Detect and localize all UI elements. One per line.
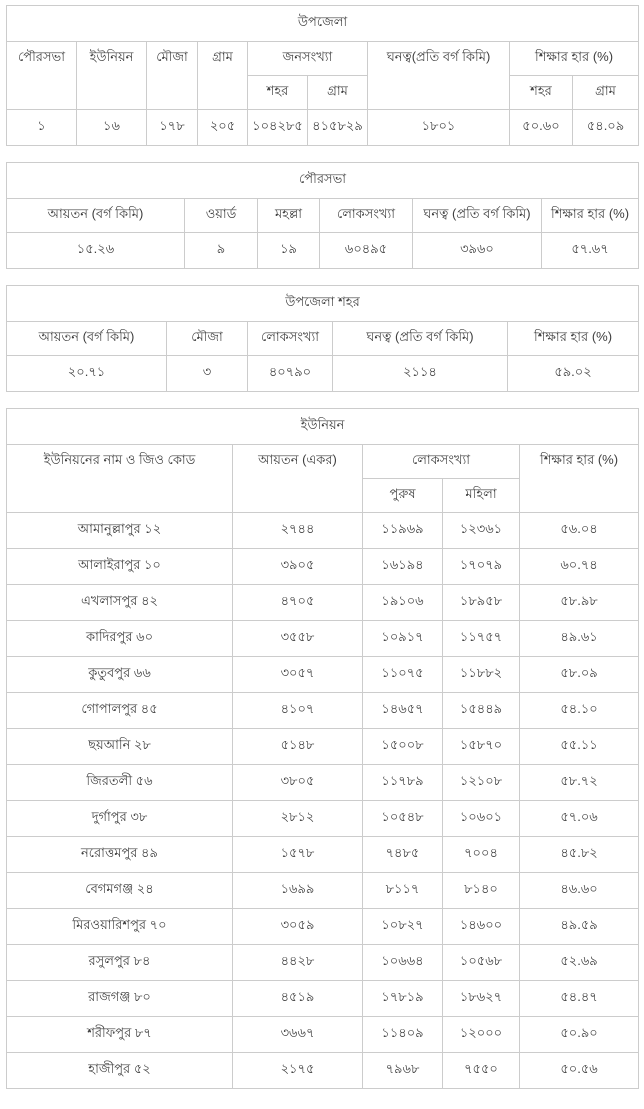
union-table-row xyxy=(7,729,639,765)
union-area-cell: ৪৫১৯ xyxy=(233,981,363,1017)
union-male-population-cell: ১৭৮১৯ xyxy=(363,981,443,1017)
union-male-population-cell: ৮১১৭ xyxy=(363,873,443,909)
header-area: আয়তন (বর্গ কিমি) xyxy=(7,199,185,233)
union-name-cell: গোপালপুর ৪৫ xyxy=(7,693,233,729)
union-literacy-cell: ৫৬.০৪ xyxy=(520,513,639,549)
header-density: ঘনত্ব (প্রতি বর্গ কিমি) xyxy=(333,322,508,356)
union-table-row xyxy=(7,585,639,621)
union-table-row xyxy=(7,837,639,873)
pourashava-mahalla-count: ১৯ xyxy=(258,233,320,269)
union-literacy-cell: ৫৮.৯৮ xyxy=(520,585,639,621)
header-population: লোকসংখ্যা xyxy=(320,199,413,233)
union-name-cell: জিরতলী ৫৬ xyxy=(7,765,233,801)
header-population: লোকসংখ্যা xyxy=(363,445,520,479)
union-female-population-cell: ১১৮৮২ xyxy=(443,657,520,693)
pourashava-literacy: ৫৭.৬৭ xyxy=(542,233,639,269)
union-table-title: ইউনিয়ন xyxy=(7,409,639,445)
header-literacy: শিক্ষার হার (%) xyxy=(542,199,639,233)
union-table-row xyxy=(7,1053,639,1089)
union-female-population-cell: ১৮৬২৭ xyxy=(443,981,520,1017)
union-name-cell: নরোত্তমপুর ৪৯ xyxy=(7,837,233,873)
union-table-row xyxy=(7,945,639,981)
header-mahalla: মহল্লা xyxy=(258,199,320,233)
union-table-row xyxy=(7,909,639,945)
union-male-population-cell: ৭৯৬৮ xyxy=(363,1053,443,1089)
pourashava-ward-count: ৯ xyxy=(185,233,258,269)
union-male-population-cell: ১১৪০৯ xyxy=(363,1017,443,1053)
upazila-population-town: ১০৪২৮৫ xyxy=(248,110,308,146)
union-area-cell: ২১৭৫ xyxy=(233,1053,363,1089)
upazila-population-village: ৪১৫৮২৯ xyxy=(308,110,368,146)
union-table-row xyxy=(7,801,639,837)
union-area-cell: ৪৭০৫ xyxy=(233,585,363,621)
union-table-row xyxy=(7,873,639,909)
union-female-population-cell: ৭৫৫০ xyxy=(443,1053,520,1089)
union-table-row xyxy=(7,981,639,1017)
header-population: লোকসংখ্যা xyxy=(248,322,333,356)
union-area-cell: ১৬৯৯ xyxy=(233,873,363,909)
subheader-population-town: শহর xyxy=(248,76,308,110)
union-area-cell: ৩০৫৯ xyxy=(233,909,363,945)
union-area-cell: ৪৪২৮ xyxy=(233,945,363,981)
union-female-population-cell: ১৫৪৪৯ xyxy=(443,693,520,729)
header-area-acres: আয়তন (একর) xyxy=(233,445,363,513)
union-female-population-cell: ১০৬০১ xyxy=(443,801,520,837)
union-area-cell: ৪১০৭ xyxy=(233,693,363,729)
header-union-name-geocode: ইউনিয়নের নাম ও জিও কোড xyxy=(7,445,233,513)
subheader-female: মহিলা xyxy=(443,479,520,513)
union-name-cell: শরীফপুর ৮৭ xyxy=(7,1017,233,1053)
union-literacy-cell: ৪৫.৮২ xyxy=(520,837,639,873)
union-area-cell: ২৭৪৪ xyxy=(233,513,363,549)
union-area-cell: ১৫৭৮ xyxy=(233,837,363,873)
union-table-row xyxy=(7,513,639,549)
town-population: ৪০৭৯০ xyxy=(248,356,333,392)
union-female-population-cell: ১২১০৮ xyxy=(443,765,520,801)
union-female-population-cell: ১২০০০ xyxy=(443,1017,520,1053)
header-density: ঘনত্ব (প্রতি বর্গ কিমি) xyxy=(413,199,542,233)
union-name-cell: কুতুবপুর ৬৬ xyxy=(7,657,233,693)
union-literacy-cell: ৫৮.৭২ xyxy=(520,765,639,801)
upazila-table xyxy=(6,5,639,146)
union-area-cell: ৩৮০৫ xyxy=(233,765,363,801)
union-male-population-cell: ১৬১৯৪ xyxy=(363,549,443,585)
upazila-pourashava-count: ১ xyxy=(7,110,77,146)
town-area: ২০.৭১ xyxy=(7,356,167,392)
union-female-population-cell: ১১৭৫৭ xyxy=(443,621,520,657)
pourashava-population: ৬০৪৯৫ xyxy=(320,233,413,269)
union-table-row xyxy=(7,621,639,657)
header-village: গ্রাম xyxy=(198,42,248,110)
union-table xyxy=(6,408,639,1089)
union-table-row xyxy=(7,765,639,801)
union-literacy-cell: ৫৮.০৯ xyxy=(520,657,639,693)
union-male-population-cell: ১৫০০৮ xyxy=(363,729,443,765)
union-female-population-cell: ১০৫৬৮ xyxy=(443,945,520,981)
union-female-population-cell: ১৪৬০০ xyxy=(443,909,520,945)
union-name-cell: রসুলপুর ৮৪ xyxy=(7,945,233,981)
union-literacy-cell: ৫৪.১০ xyxy=(520,693,639,729)
union-female-population-cell: ৮১৪০ xyxy=(443,873,520,909)
upazila-union-count: ১৬ xyxy=(77,110,147,146)
town-density: ২১১৪ xyxy=(333,356,508,392)
union-name-cell: মিরওয়ারিশপুর ৭০ xyxy=(7,909,233,945)
union-area-cell: ৫১৪৮ xyxy=(233,729,363,765)
header-density: ঘনত্ব(প্রতি বর্গ কিমি) xyxy=(368,42,510,110)
town-mouza-count: ৩ xyxy=(167,356,248,392)
union-area-cell: ২৮১২ xyxy=(233,801,363,837)
header-ward: ওয়ার্ড xyxy=(185,199,258,233)
union-literacy-cell: ৫৫.১১ xyxy=(520,729,639,765)
upazila-literacy-town: ৫০.৬০ xyxy=(510,110,573,146)
union-literacy-cell: ৪৯.৫৯ xyxy=(520,909,639,945)
pourashava-table xyxy=(6,162,639,269)
union-male-population-cell: ১১৭৮৯ xyxy=(363,765,443,801)
union-female-population-cell: ১৫৮৭০ xyxy=(443,729,520,765)
upazila-table-title: উপজেলা xyxy=(7,6,639,42)
pourashava-density: ৩৯৬০ xyxy=(413,233,542,269)
union-female-population-cell: ১২৩৬১ xyxy=(443,513,520,549)
union-male-population-cell: ১৯১০৬ xyxy=(363,585,443,621)
union-female-population-cell: ১৮৯৫৮ xyxy=(443,585,520,621)
union-name-cell: হাজীপুর ৫২ xyxy=(7,1053,233,1089)
upazila-town-table-title: উপজেলা শহর xyxy=(7,286,639,322)
union-literacy-cell: ৬০.৭৪ xyxy=(520,549,639,585)
union-area-cell: ৩০৫৭ xyxy=(233,657,363,693)
subheader-literacy-town: শহর xyxy=(510,76,573,110)
union-table-row xyxy=(7,549,639,585)
union-female-population-cell: ১৭০৭৯ xyxy=(443,549,520,585)
header-literacy: শিক্ষার হার (%) xyxy=(510,42,639,76)
upazila-density: ১৮০১ xyxy=(368,110,510,146)
union-name-cell: কাদিরপুর ৬০ xyxy=(7,621,233,657)
union-male-population-cell: ৭৪৮৫ xyxy=(363,837,443,873)
town-literacy: ৫৯.০২ xyxy=(508,356,639,392)
union-name-cell: দুর্গাপুর ৩৮ xyxy=(7,801,233,837)
union-name-cell: ছয়আনি ২৮ xyxy=(7,729,233,765)
subheader-population-village: গ্রাম xyxy=(308,76,368,110)
union-literacy-cell: ৫৭.০৬ xyxy=(520,801,639,837)
header-population: জনসংখ্যা xyxy=(248,42,368,76)
union-table-row xyxy=(7,1017,639,1053)
union-area-cell: ৩৯০৫ xyxy=(233,549,363,585)
union-name-cell: এখলাসপুর ৪২ xyxy=(7,585,233,621)
header-area: আয়তন (বর্গ কিমি) xyxy=(7,322,167,356)
union-literacy-cell: ৪৯.৬১ xyxy=(520,621,639,657)
header-pourashava: পৌরসভা xyxy=(7,42,77,110)
union-area-cell: ৩৬৬৭ xyxy=(233,1017,363,1053)
union-name-cell: বেগমগঞ্জ ২৪ xyxy=(7,873,233,909)
header-literacy: শিক্ষার হার (%) xyxy=(520,445,639,513)
upazila-literacy-village: ৫৪.০৯ xyxy=(573,110,639,146)
header-union: ইউনিয়ন xyxy=(77,42,147,110)
upazila-mouza-count: ১৭৮ xyxy=(147,110,198,146)
union-male-population-cell: ১০৮২৭ xyxy=(363,909,443,945)
header-literacy: শিক্ষার হার (%) xyxy=(508,322,639,356)
union-male-population-cell: ১০৫৪৮ xyxy=(363,801,443,837)
union-name-cell: আমানুল্লাপুর ১২ xyxy=(7,513,233,549)
pourashava-area: ১৫.২৬ xyxy=(7,233,185,269)
union-literacy-cell: ৫২.৬৯ xyxy=(520,945,639,981)
union-table-row xyxy=(7,657,639,693)
header-mouza: মৌজা xyxy=(147,42,198,110)
union-literacy-cell: ৫০.৯০ xyxy=(520,1017,639,1053)
union-literacy-cell: ৪৬.৬০ xyxy=(520,873,639,909)
union-name-cell: রাজগঞ্জ ৮০ xyxy=(7,981,233,1017)
union-literacy-cell: ৫০.৫৬ xyxy=(520,1053,639,1089)
pourashava-table-title: পৌরসভা xyxy=(7,163,639,199)
union-female-population-cell: ৭০০৪ xyxy=(443,837,520,873)
union-table-row xyxy=(7,693,639,729)
union-name-cell: আলাইরাপুর ১০ xyxy=(7,549,233,585)
upazila-village-count: ২০৫ xyxy=(198,110,248,146)
union-male-population-cell: ১১৯৬৯ xyxy=(363,513,443,549)
union-male-population-cell: ১১০৭৫ xyxy=(363,657,443,693)
union-male-population-cell: ১৪৬৫৭ xyxy=(363,693,443,729)
subheader-literacy-village: গ্রাম xyxy=(573,76,639,110)
union-area-cell: ৩৫৫৮ xyxy=(233,621,363,657)
union-male-population-cell: ১০৬৬৪ xyxy=(363,945,443,981)
union-male-population-cell: ১০৯১৭ xyxy=(363,621,443,657)
upazila-town-table xyxy=(6,285,639,392)
header-mouza: মৌজা xyxy=(167,322,248,356)
subheader-male: পুরুষ xyxy=(363,479,443,513)
union-literacy-cell: ৫৪.৪৭ xyxy=(520,981,639,1017)
union-table-body xyxy=(7,409,639,1089)
